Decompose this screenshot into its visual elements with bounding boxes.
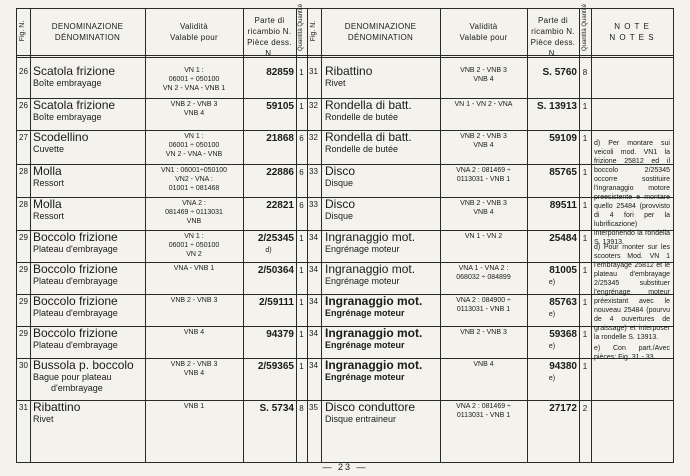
validity-line: VNB 4: [473, 209, 494, 216]
quantity: 1: [299, 298, 304, 307]
validity-line: VNB 4: [183, 370, 205, 377]
part-number: 85763: [549, 297, 577, 308]
validity-line: VNA 1 - VNA 2 :: [458, 265, 509, 272]
header-validity: Validità Valable pour: [459, 22, 508, 42]
fig-number: 33: [309, 200, 318, 209]
validity-line: VN 1 :: [184, 133, 204, 140]
part-number: 89511: [549, 200, 577, 211]
validity-line: 081469 ÷ 0113031: [165, 209, 223, 216]
fig-number: 32: [309, 133, 318, 142]
item-name-french: Cuvette: [33, 144, 65, 154]
quantity: 6: [299, 168, 304, 177]
part-number: 59368: [549, 329, 577, 340]
validity-line: VNB 4: [473, 142, 494, 149]
quantity: 8: [582, 68, 588, 77]
validity-line: 06001 ÷ 050100: [168, 142, 220, 149]
fig-number: 29: [19, 297, 28, 306]
item-name-french: Disque: [325, 178, 354, 188]
fig-number: 31: [309, 67, 318, 76]
part-number: 94380: [549, 361, 577, 372]
item-name-french: Engrénage moteur: [325, 340, 405, 350]
fig-number: 26: [19, 101, 28, 110]
part-number: 25484: [549, 233, 577, 244]
fig-number: 28: [19, 200, 28, 209]
fig-number: 34: [309, 233, 318, 242]
item-name-italian: Ribattino: [33, 400, 81, 414]
fig-number: 29: [19, 233, 28, 242]
validity-line: VNB 2 - VNB 3: [460, 200, 507, 207]
validity-line: VNA 2 :: [182, 200, 206, 207]
part-number: 27172: [549, 403, 577, 414]
part-number: 2/59365: [257, 361, 294, 372]
part-suffix: e): [548, 343, 556, 350]
part-number: 22821: [266, 200, 294, 211]
validity-line: VN 1 - VN 2 - VNA: [454, 101, 513, 108]
quantity: 1: [582, 266, 588, 275]
item-name-italian: Disco: [325, 197, 356, 211]
quantity: 1: [582, 201, 588, 210]
fig-number: 27: [19, 133, 28, 142]
part-number: 21868: [266, 133, 294, 144]
item-name-french: Engrénage moteur: [325, 244, 400, 254]
validity-line: VN 2 - VNA - VNB 1: [162, 85, 226, 92]
header-fig: Fig. N.: [310, 20, 317, 42]
page-number: — 23 —: [322, 462, 368, 472]
validity-line: VN 1 :: [184, 233, 204, 240]
quantity: 1: [582, 298, 588, 307]
item-name-italian: Ingranaggio mot.: [325, 358, 423, 372]
quantity: 8: [299, 404, 304, 413]
item-name-french: Plateau d'embrayage: [33, 276, 118, 286]
fig-number: 29: [19, 329, 28, 338]
item-name-french: Ressort: [33, 178, 65, 188]
validity-line: VNA 2 : 081469 ÷: [456, 403, 511, 410]
validity-line: 06001 ÷ 050100: [168, 76, 220, 83]
validity-line: 068032 ÷ 084899: [456, 274, 511, 281]
validity-line: VNB 2 - VNB 3: [460, 329, 507, 336]
item-name-italian: Disco conduttore: [325, 400, 416, 414]
validity-line: VN 1 :: [184, 67, 204, 74]
item-name-italian: Boccolo frizione: [33, 262, 118, 276]
validity-line: 0113031 - VNB 1: [456, 176, 511, 183]
item-name-italian: Bussola p. boccolo: [33, 358, 134, 372]
item-name-french: Plateau d'embrayage: [33, 340, 118, 350]
part-number: 85765: [549, 167, 577, 178]
validity-line: VN 2 - VNA - VNB: [165, 151, 223, 158]
item-name-italian: Scatola frizione: [33, 98, 116, 112]
item-name-italian: Ingranaggio mot.: [325, 230, 416, 244]
item-name-italian: Ingranaggio mot.: [325, 294, 423, 308]
header-notes: N O T E N O T E S: [609, 22, 655, 42]
part-number: 81005: [549, 265, 577, 276]
part-suffix: e): [548, 311, 556, 318]
validity-line: VN2 - VNA :: [175, 176, 213, 183]
item-name-italian: Rondella di batt.: [325, 130, 412, 144]
validity-line: VNB 2 - VNB 3: [170, 297, 218, 304]
quantity: 1: [299, 234, 304, 243]
validity-line: VN 1 - VN 2: [464, 233, 503, 240]
fig-number: 34: [309, 297, 318, 306]
header-part-number: Parte di ricambio N. Pièce dess. N.: [530, 16, 576, 58]
validity-line: 01001 ÷ 081468: [168, 185, 220, 192]
item-name-french: Plateau d'embrayage: [33, 308, 118, 318]
part-suffix: e): [548, 375, 556, 382]
validity-line: VN 2: [186, 251, 202, 258]
item-name-french-cont: d'embrayage: [51, 383, 103, 393]
validity-line: VNB 2 - VNB 3: [460, 133, 507, 140]
validity-line: VNB 4: [183, 110, 205, 117]
fig-number: 30: [19, 361, 28, 370]
fig-number: 33: [309, 167, 318, 176]
validity-line: VNA 2 : 081469 ÷: [456, 167, 511, 174]
fig-number: 34: [309, 361, 318, 370]
quantity: 1: [299, 68, 304, 77]
header-denomination: DENOMINAZIONE DÉNOMINATION: [344, 22, 417, 42]
quantity: 1: [299, 266, 304, 275]
validity-line: VNA 2 : 084900 ÷: [456, 297, 511, 304]
item-name-french: Boîte embrayage: [33, 112, 102, 122]
validity-line: VNA - VNB 1: [173, 265, 215, 272]
quantity: 1: [299, 330, 304, 339]
part-suffix: e): [548, 279, 556, 286]
quantity: 6: [299, 201, 304, 210]
part-number: S. 5734: [259, 403, 294, 414]
item-name-french: Plateau d'embrayage: [33, 244, 118, 254]
validity-line: VNB 2 - VNB 3: [460, 67, 507, 74]
item-name-french: Engrénage moteur: [325, 308, 405, 318]
item-name-italian: Scodellino: [33, 130, 89, 144]
item-name-italian: Ingranaggio mot.: [325, 326, 423, 340]
part-suffix: d): [265, 247, 272, 254]
item-name-italian: Boccolo frizione: [33, 326, 118, 340]
item-name-french: Rondelle de butée: [325, 144, 399, 154]
fig-number: 31: [19, 403, 28, 412]
note-d-french: d) Pour monter sur les scooters Mod. VN 1 l'embrayage 25812 et le plateau d'embrayage 2/25345 substituer l'engrénage moteur préexistant avec le nouveau 25484 (pourvu de 4 ouvertures de graissage) et interposer la rondelle S. 13913.: [594, 244, 670, 341]
part-number: 59105: [266, 101, 294, 112]
validity-line: VNB: [186, 218, 202, 225]
fig-number: 35: [309, 403, 318, 412]
validity-line: VNB 1: [183, 403, 205, 410]
header-fig: Fig. N.: [19, 20, 26, 42]
quantity: 1: [299, 362, 304, 371]
fig-number: 28: [19, 167, 28, 176]
fig-number: 29: [19, 265, 28, 274]
validity-line: 0113031 - VNB 1: [456, 412, 511, 419]
item-name-italian: Molla: [33, 164, 62, 178]
part-number: 2/50364: [257, 265, 294, 276]
validity-line: 06001 ÷ 050100: [168, 242, 220, 249]
item-name-french: Disque: [325, 211, 354, 221]
quantity: 1: [299, 102, 304, 111]
item-name-french: Rivet: [33, 414, 54, 424]
fig-number: 26: [19, 67, 28, 76]
quantity: 2: [582, 404, 588, 413]
item-name-italian: Scatola frizione: [33, 64, 116, 78]
part-number: 82859: [266, 67, 294, 78]
fig-number: 34: [309, 329, 318, 338]
fig-number: 32: [309, 101, 318, 110]
validity-line: 0113031 - VNB 1: [456, 306, 511, 313]
item-name-french: Ressort: [33, 211, 65, 221]
part-number: 2/25345: [257, 233, 294, 244]
item-name-french: Disque entraineur: [325, 414, 397, 424]
item-name-french: Engrénage moteur: [325, 372, 405, 382]
item-name-italian: Ingranaggio mot.: [325, 262, 416, 276]
item-name-italian: Disco: [325, 164, 356, 178]
item-name-french: Engrénage moteur: [325, 276, 400, 286]
item-name-french: Bague pour plateau: [33, 372, 112, 382]
quantity: 1: [582, 330, 588, 339]
item-name-italian: Rondella di batt.: [325, 98, 412, 112]
header-quantity: Quantità Quantité: [298, 3, 304, 51]
note-d-italian: d) Per montare sui veicoli mod. VN1 la frizione 25812 ed il boccolo 2/25345 occorre sostituire l'ingranaggio motore preesistente e montare quello 25484 (provvisto di 4 fori per la lubrificazione) interponendo la rondella S. 13913.: [594, 140, 670, 246]
validity-line: VNB 4: [473, 76, 494, 83]
item-name-italian: Ribattino: [325, 64, 373, 78]
header-part-number: Parte di ricambio N. Pièce dess. N.: [247, 16, 292, 58]
part-number: 2/59111: [258, 297, 294, 308]
header-quantity: Quantità Quantité: [582, 3, 588, 51]
header-validity: Validità Valable pour: [170, 22, 218, 42]
validity-line: VN1 : 06001÷050100: [160, 167, 228, 174]
parts-table: [16, 3, 674, 463]
quantity: 1: [582, 134, 588, 143]
quantity: 6: [299, 134, 304, 143]
item-name-italian: Molla: [33, 197, 62, 211]
validity-line: VNB 2 - VNB 3: [170, 361, 218, 368]
part-number: 22886: [266, 167, 294, 178]
quantity: 1: [582, 362, 588, 371]
validity-line: VNB 4: [183, 329, 205, 336]
part-number: 59109: [549, 133, 577, 144]
item-name-italian: Boccolo frizione: [33, 294, 118, 308]
part-number: S. 13913: [536, 101, 577, 112]
validity-line: VNB 2 - VNB 3: [170, 101, 218, 108]
part-number: 94379: [266, 329, 294, 340]
quantity: 1: [582, 168, 588, 177]
fig-number: 34: [309, 265, 318, 274]
part-number: S. 5760: [542, 67, 577, 78]
header-denomination: DENOMINAZIONE DÉNOMINATION: [51, 22, 124, 42]
quantity: 1: [582, 102, 588, 111]
item-name-french: Rivet: [325, 78, 346, 88]
item-name-french: Rondelle de butée: [325, 112, 399, 122]
validity-line: VNB 4: [473, 361, 494, 368]
item-name-french: Boîte embrayage: [33, 78, 102, 88]
quantity: 1: [582, 234, 588, 243]
note-e: e) Con part./Avec pièces: Fig. 31 - 33.: [594, 345, 670, 361]
item-name-italian: Boccolo frizione: [33, 230, 118, 244]
